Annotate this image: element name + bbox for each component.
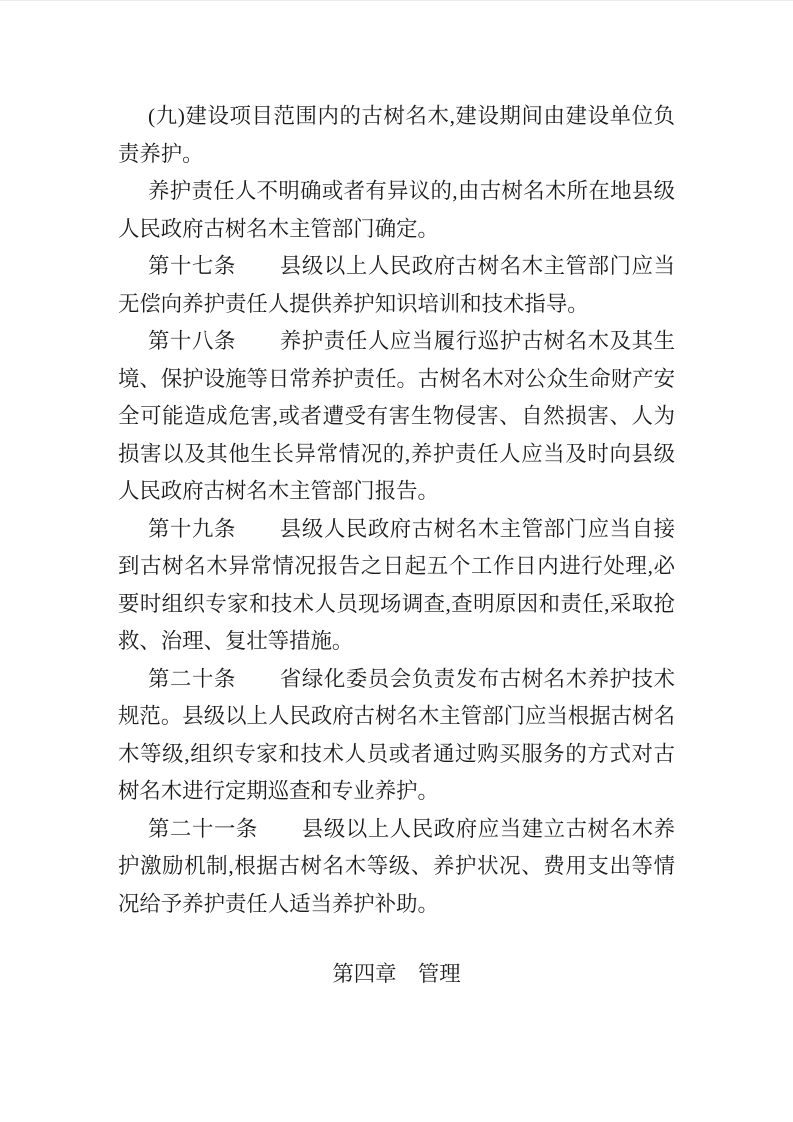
chapter-heading: 第四章 管理 — [332, 962, 461, 986]
paragraph-article-21: 第二十一条 县级以上人民政府应当建立古树名木养护激励机制,根据古树名木等级、养护状况、费用支出等情况给予养护责任人适当养护补助。 — [118, 816, 675, 916]
paragraph-article-18: 第十八条 养护责任人应当履行巡护古树名木及其生境、保护设施等日常养护责任。古树名木对公众生命财产安全可能造成危害,或者遭受有害生物侵害、自然损害、人为损害以及其他生长异常情况的,养护责任人应当及时向县级人民政府古树名木主管部门报告。 — [118, 329, 675, 503]
document-body — [118, 98, 675, 994]
paragraph-article-20: 第二十条 省绿化委员会负责发布古树名木养护技术规范。县级以上人民政府古树名木主管部门应当根据古树名木等级,组织专家和技术人员或者通过购买服务的方式对古树名木进行定期巡查和专业养护。 — [118, 666, 675, 803]
paragraph-article-19: 第十九条 县级人民政府古树名木主管部门应当自接到古树名木异常情况报告之日起五个工作日内进行处理,必要时组织专家和技术人员现场调查,查明原因和责任,采取抢救、治理、复壮等措施。 — [118, 516, 675, 653]
paragraph-article-17: 第十七条 县级以上人民政府古树名木主管部门应当无偿向养护责任人提供养护知识培训和技术指导。 — [118, 254, 675, 316]
paragraph-clause-9: (九)建设项目范围内的古树名木,建设期间由建设单位负责养护。 — [118, 104, 675, 166]
paragraph-caretaker-determination: 养护责任人不明确或者有异议的,由古树名木所在地县级人民政府古树名木主管部门确定。 — [118, 179, 675, 241]
